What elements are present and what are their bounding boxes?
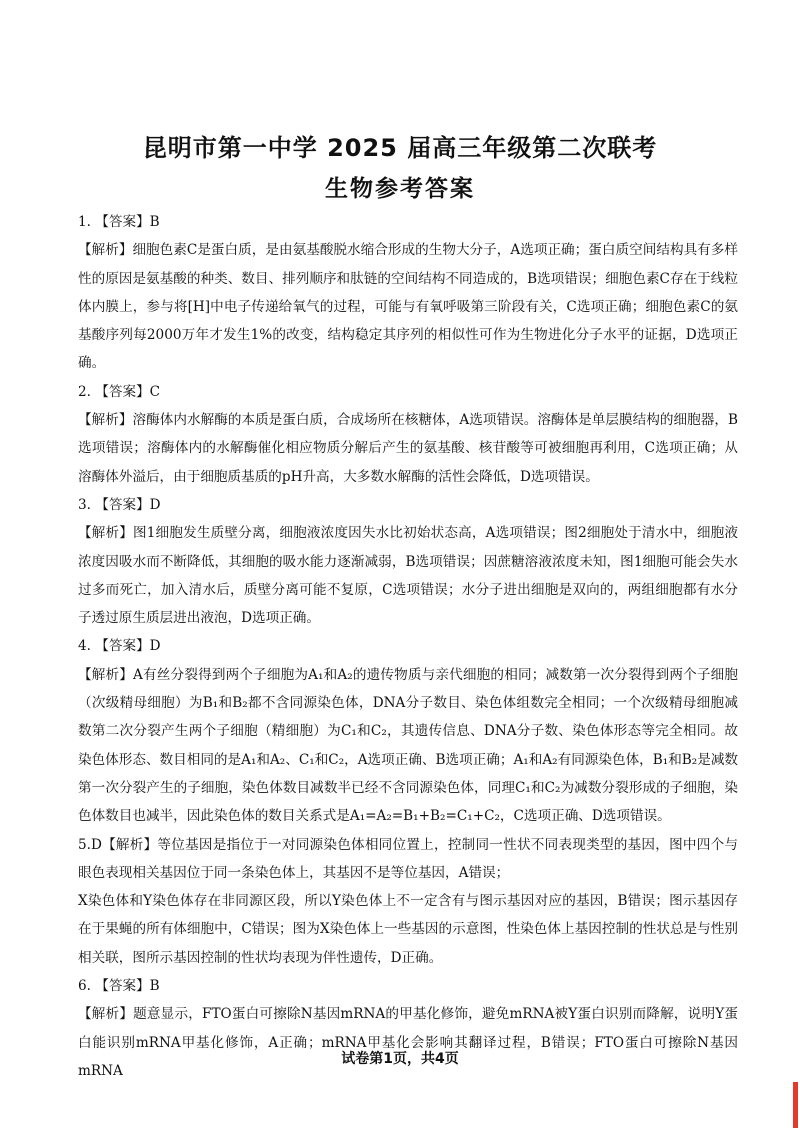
answer-2-explanation: 【解析】溶酶体内水解酶的本质是蛋白质，合成场所在核糖体，A选项错误。溶酶体是单层膜结构的细胞器，B选项错误；溶酶体内的水解酶催化相应物质分解后产生的氨基酸、核苷酸等可被细胞再利用，C选项正确；从溶酶体外溢后，由于细胞质基质的pH升高，大多数水解酶的活性会降低，D选项错误。 bbox=[78, 412, 738, 485]
page-footer: 试卷第1页，共4页 bbox=[341, 1051, 459, 1067]
answer-6-explanation: 【解析】题意显示，FTO蛋白可擦除N基因mRNA的甲基化修饰，避免mRNA被Y蛋白识别而降解，说明Y蛋白能识别mRNA甲基化修饰，A正确；mRNA甲基化会影响其翻译过程，B错误；FTO蛋白可擦除N基因mRNA bbox=[78, 1006, 738, 1079]
answer-1-key: 1. 【答案】B bbox=[78, 214, 160, 230]
answer-body bbox=[78, 208, 738, 1085]
answer-1-explanation: 【解析】细胞色素C是蛋白质，是由氨基酸脱水缩合形成的生物大分子，A选项正确；蛋白质空间结构具有多样性的原因是氨基酸的种类、数目、排列顺序和肽链的空间结构不同造成的，B选项错误；细胞色素C存在于线粒体内膜上，参与将[H]中电子传递给氧气的过程，可能与有氧呼吸第三阶段有关，C选项正确；细胞色素C的氨基酸序列每2000万年才发生1%的改变，结构稳定其序列的相似性可作为生物进化分子水平的证据，D选项正确。 bbox=[78, 242, 738, 372]
answer-3-explanation: 【解析】图1细胞发生质壁分离，细胞液浓度因失水比初始状态高，A选项错误；图2细胞处于清水中，细胞液浓度因吸水而不断降低，其细胞的吸水能力逐渐减弱，B选项错误；因蔗糖溶液浓度未知，图1细胞可能会失水过多而死亡，加入清水后，质壁分离可能不复原，C选项错误；水分子进出细胞是双向的，两组细胞都有水分子透过原生质层进出液泡，D选项正确。 bbox=[78, 525, 738, 627]
answer-5-explanation-cont: X染色体和Y染色体存在非同源区段，所以Y染色体上不一定含有与图示基因对应的基因，B错误；图示基因存在于果蝇的所有体细胞中，C错误；图为X染色体上一些基因的示意图，性染色体上基因控制的性状总是与性别相关联，图所示基因控制的性状均表现为伴性遗传，D正确。 bbox=[78, 893, 738, 966]
answer-2-key: 2. 【答案】C bbox=[78, 383, 161, 400]
answer-5-explanation: 5.D【解析】等位基因是指位于一对同源染色体相同位置上，控制同一性状不同表现类型的基因，图中四个与眼色表现相关基因位于同一条染色体上，其基因不是等位基因，A错误； bbox=[78, 836, 738, 881]
answer-4-key: 4. 【答案】D bbox=[78, 638, 161, 655]
answer-4-explanation: 【解析】A有丝分裂得到两个子细胞为A₁和A₂的遗传物质与亲代细胞的相同；减数第一次分裂得到两个子细胞（次级精母细胞）为B₁和B₂都不含同源染色体，DNA分子数目、染色体组数完全相同；一个次级精母细胞减数第二次分裂产生两个子细胞（精细胞）为C₁和C₂，其遗传信息、DNA分子数、染色体形态等完全相同。故染色体形态、数目相同的是A₁和A₂、C₁和C₂，A选项正确、B选项正确；A₁和A₂有同源染色体，B₁和B₂是减数第一次分裂产生的子细胞，染色体数目减数半已经不含同源染色体，同理C₁和C₂为减数分裂形成的子细胞，染色体数目也减半，因此染色体的数目关系式是A₁=A₂=B₁+B₂=C₁+C₂，C选项正确、D选项错误。 bbox=[78, 666, 739, 825]
edge-mark bbox=[793, 1082, 798, 1128]
page-subtitle: 生物参考答案 bbox=[325, 176, 475, 202]
answer-3-key: 3. 【答案】D bbox=[78, 496, 161, 513]
page-title: 昆明市第一中学 2025 届高三年级第二次联考 bbox=[142, 134, 658, 162]
answer-6-key: 6. 【答案】B bbox=[78, 978, 160, 995]
